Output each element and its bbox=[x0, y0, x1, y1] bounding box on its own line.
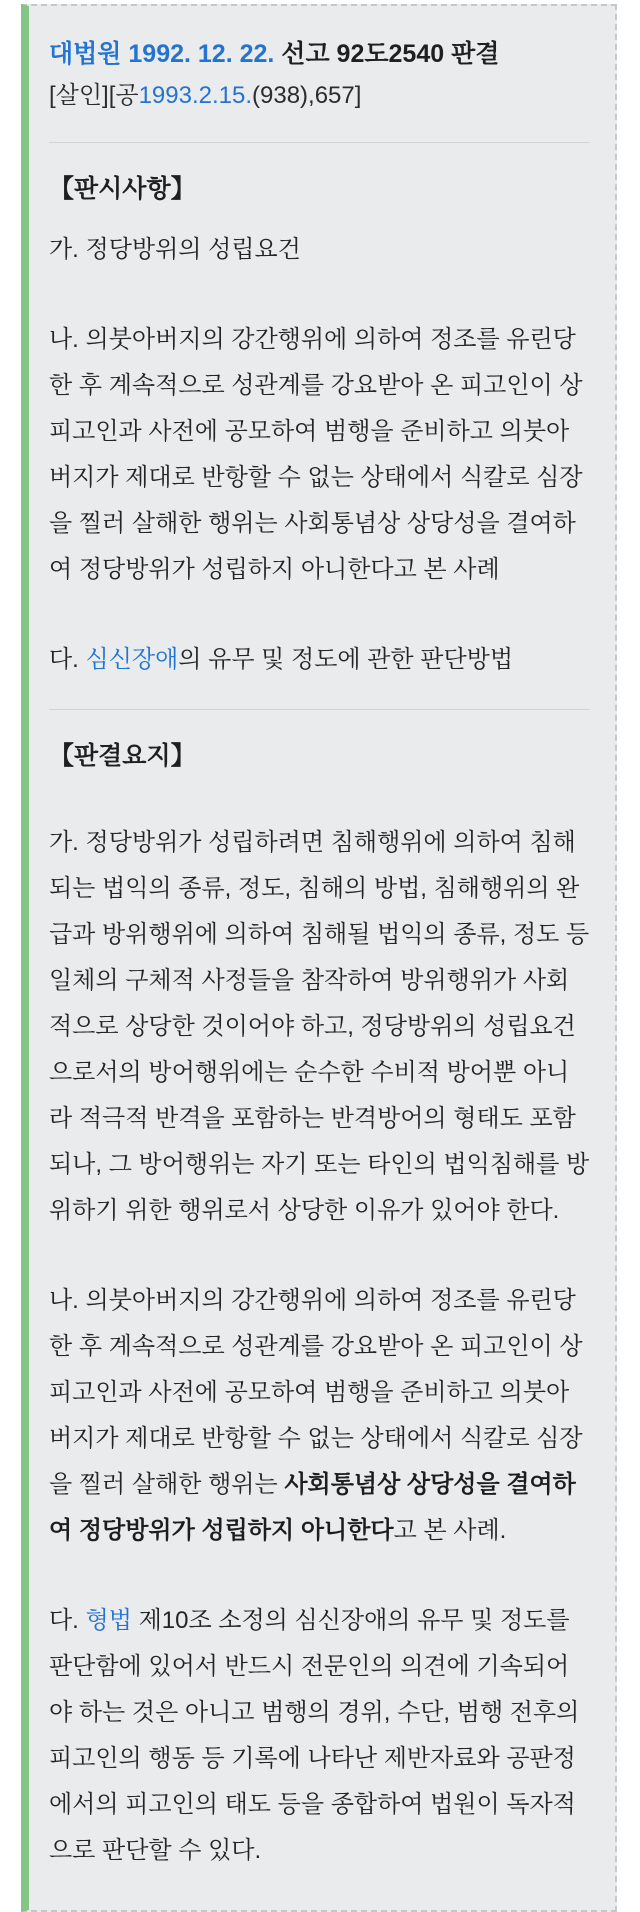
case-title-link[interactable]: 대법원 1992. 12. 22. bbox=[49, 40, 275, 68]
case-subtitle bbox=[49, 75, 590, 116]
issues-paragraph-da-pre: 다. bbox=[49, 646, 86, 673]
page bbox=[0, 4, 640, 1912]
hyeongbeop-link[interactable]: 형법 bbox=[85, 1607, 132, 1634]
summary-paragraph-na-pre: 나. 의붓아버지의 강간행위에 의하여 정조를 유린당한 후 계속적으로 성관계를 강요받아 온 피고인이 상피고인과 사전에 공모하여 범행을 준비하고 의붓아버지가 제대로 반항할 수 없는 상태에서 식칼로 심장을 찔러 살해한 행위는 bbox=[49, 1287, 583, 1498]
issues-paragraph-da-post: 의 유무 및 정도에 관한 판단방법 bbox=[178, 646, 514, 673]
summary-paragraph-na bbox=[49, 1278, 590, 1554]
issues-paragraph-na: 나. 의붓아버지의 강간행위에 의하여 정조를 유린당한 후 계속적으로 성관계를 강요받아 온 피고인이 상피고인과 사전에 공모하여 범행을 준비하고 의붓아버지가 제대로 반항할 수 없는 상태에서 식칼로 심장을 찔러 살해한 행위는 사회통념상 상당성을 결여하여 정당방위가 성립하지 아니한다고 본 사례 bbox=[49, 326, 583, 583]
summary-paragraph-da bbox=[49, 1598, 590, 1874]
summary-paragraph-da-post: 제10조 소정의 심신장애의 유무 및 정도를 판단함에 있어서 반드시 전문인의 의견에 기속되어야 하는 것은 아니고 범행의 경위, 수단, 범행 전후의 피고인의 행동 등 기록에 나타난 제반자료와 공판정에서의 피고인의 태도 등을 종합하여 법원이 독자적으로 판단할 수 있다. bbox=[49, 1607, 580, 1864]
section-divider bbox=[49, 709, 590, 710]
case-subtitle-pre: [살인][공 bbox=[49, 82, 139, 109]
issues-paragraph-ga: 가. 정당방위의 성립요건 bbox=[49, 236, 301, 263]
emphasis-holding-text: 사회통념상 상당성을 결여하여 정당방위가 성립하지 아니한다 bbox=[49, 1471, 576, 1544]
issues-heading: 【판시사항】 bbox=[49, 175, 196, 203]
summary-paragraph-da-pre: 다. bbox=[49, 1607, 86, 1634]
case-citation-box bbox=[21, 4, 617, 1912]
case-title bbox=[49, 34, 590, 75]
summary-paragraph-na-post: 고 본 사례. bbox=[393, 1517, 507, 1544]
summary-paragraph-ga: 가. 정당방위가 성립하려면 침해행위에 의하여 침해되는 법익의 종류, 정도, 침해의 방법, 침해행위의 완급과 방위행위에 의하여 침해될 법익의 종류, 정도 등 일체의 구체적 사정들을 참작하여 방위행위가 사회적으로 상당한 것이어야 하고, 정당방위의 성립요건으로서의 방어행위에는 순수한 수비적 방어뿐 아니라 적극적 반격을 포함하는 반격방어의 형태도 포함되나, 그 방어행위는 자기 또는 타인의 법익침해를 방위하기 위한 행위로서 상당한 이유가 있어야 한다. bbox=[49, 829, 590, 1224]
issues-paragraph-da bbox=[49, 637, 590, 683]
gazette-date-link[interactable]: 1993.2.15. bbox=[138, 82, 252, 109]
case-subtitle-post: (938),657] bbox=[252, 82, 362, 109]
summary-heading: 【판결요지】 bbox=[49, 742, 196, 770]
case-title-rest: 선고 92도2540 판결 bbox=[274, 40, 500, 68]
simsinjangae-link[interactable]: 심신장애 bbox=[85, 646, 179, 673]
section-issues bbox=[49, 169, 590, 683]
section-summary bbox=[49, 736, 590, 1874]
section-divider bbox=[49, 142, 590, 143]
